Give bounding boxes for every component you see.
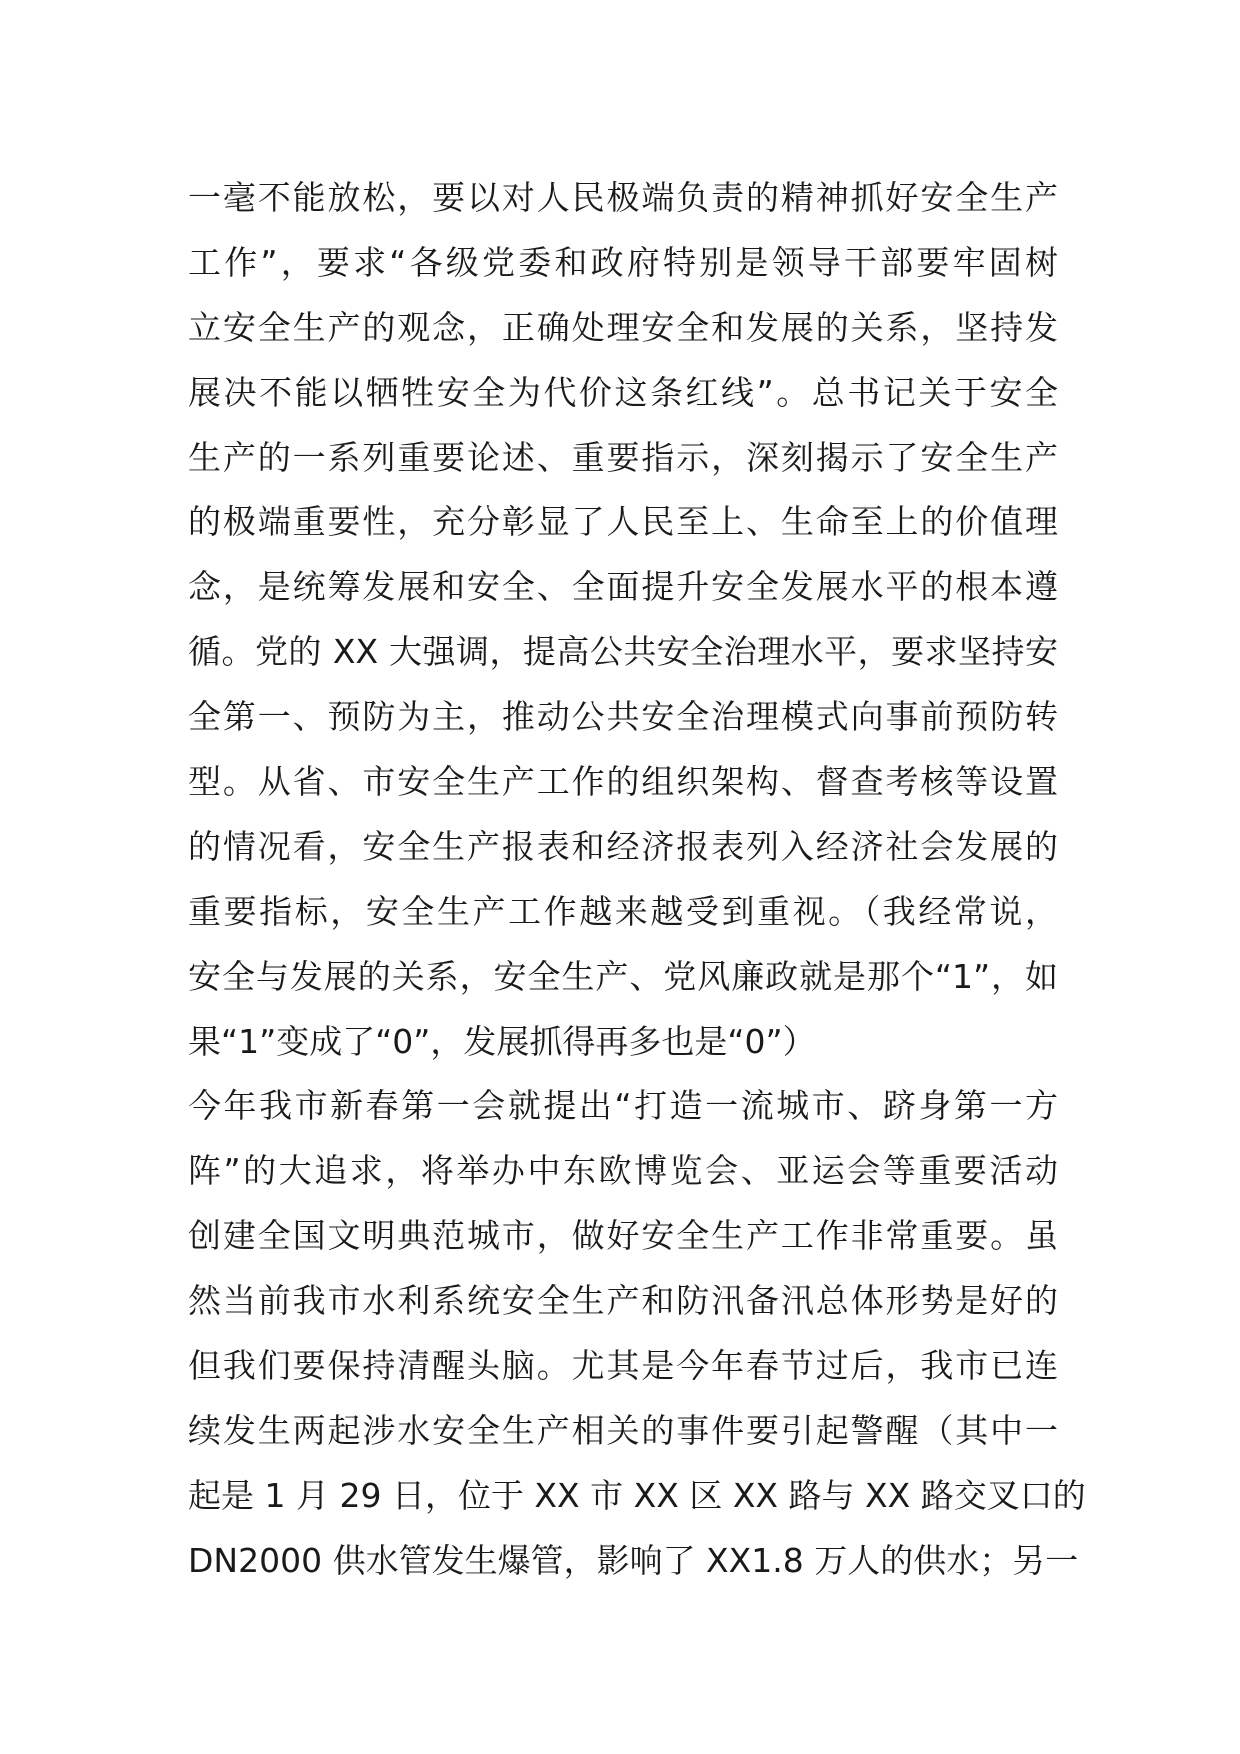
body-line: 的情况看，安全生产报表和经济报表列入经济社会发展的 [188, 826, 1058, 866]
body-line: 一毫不能放松，要以对人民极端负责的精神抓好安全生产 [188, 178, 1058, 217]
body-line: 循。党的 XX 大强调，提高公共安全治理水平，要求坚持安 [188, 632, 1058, 672]
body-line: 起是 1 月 29 日，位于 XX 市 XX 区 XX 路与 XX 路交叉口的 [188, 1475, 1086, 1515]
body-line: 念，是统筹发展和安全、全面提升安全发展水平的根本遵 [188, 567, 1058, 607]
body-line: 然当前我市水利系统安全生产和防汛备汛总体形势是好的 [188, 1281, 1058, 1321]
body-line: 展决不能以牺牲安全为代价这条红线”。总书记关于安全 [188, 372, 1058, 412]
body-line: 的极端重要性，充分彰显了人民至上、生命至上的价值理 [188, 502, 1058, 542]
body-line: 重要指标，安全生产工作越来越受到重视。（我经常说， [188, 891, 1058, 931]
body-line: DN2000 供水管发生爆管，影响了 XX1.8 万人的供水；另一 [188, 1540, 1079, 1580]
body-line: 阵”的大追求，将举办中东欧博览会、亚运会等重要活动 [188, 1151, 1058, 1191]
body-line: 全第一、预防为主，推动公共安全治理模式向事前预防转 [188, 697, 1058, 737]
body-line: 今年我市新春第一会就提出“打造一流城市、跻身第一方 [188, 1086, 1058, 1126]
body-line: 生产的一系列重要论述、重要指示，深刻揭示了安全生产 [188, 437, 1058, 477]
body-line: 型。从省、市安全生产工作的组织架构、督查考核等设置 [188, 762, 1058, 802]
body-line: 立安全生产的观念，正确处理安全和发展的关系，坚持发 [188, 307, 1058, 347]
body-line: 续发生两起涉水安全生产相关的事件要引起警醒（其中一 [188, 1410, 1058, 1450]
body-line: 创建全国文明典范城市，做好安全生产工作非常重要。虽 [188, 1216, 1058, 1256]
body-line: 安全与发展的关系，安全生产、党风廉政就是那个“1”，如 [188, 956, 1058, 996]
body-line: 工作”，要求“各级党委和政府特别是领导干部要牢固树 [188, 242, 1058, 282]
body-line: 果“1”变成了“0”，发展抓得再多也是“0”） [188, 1021, 816, 1061]
document-body [188, 166, 1086, 1594]
body-line: 但我们要保持清醒头脑。尤其是今年春节过后，我市已连 [188, 1346, 1058, 1386]
